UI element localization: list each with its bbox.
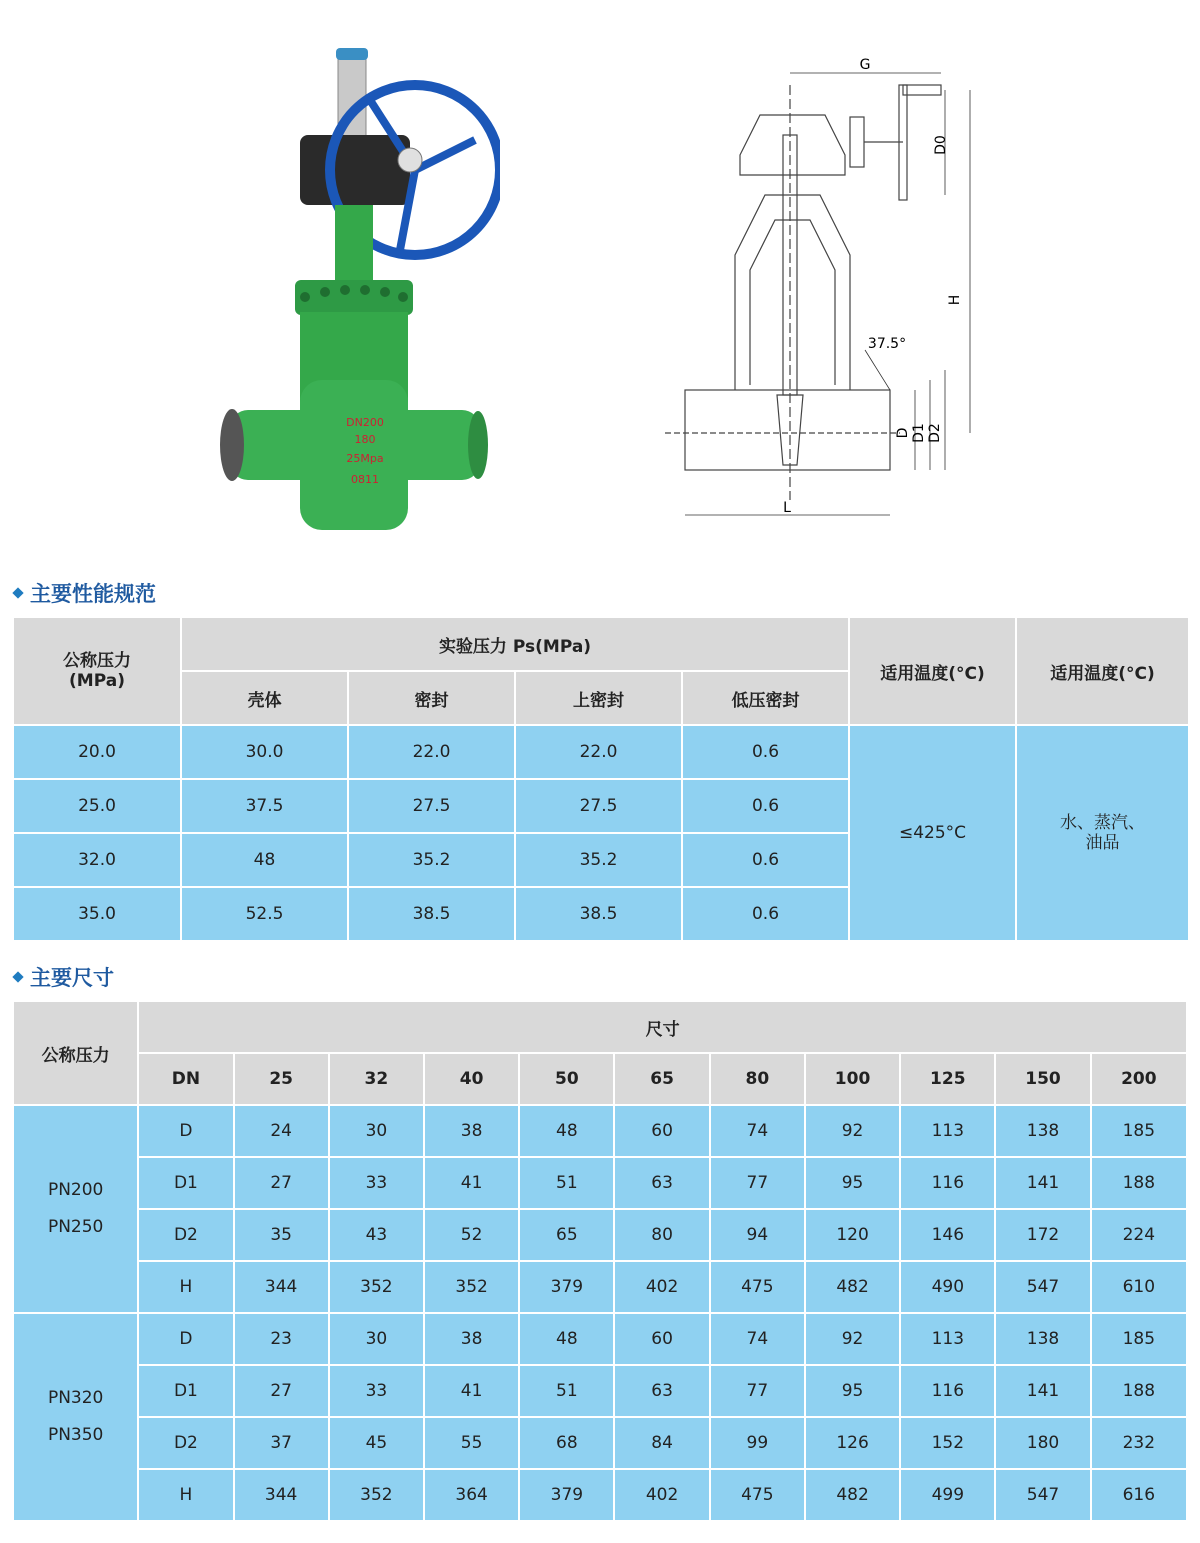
cell-dimension-value: 185 — [1091, 1105, 1187, 1157]
cell-dimension-value: 172 — [995, 1209, 1090, 1261]
dim-label-angle: 37.5° — [867, 336, 907, 352]
cell-upper-seal: 38.5 — [515, 887, 682, 941]
cell-dimension-value: 30 — [329, 1313, 424, 1365]
cell-low-pressure-seal: 0.6 — [682, 725, 849, 779]
cell-dimension-value: 547 — [995, 1261, 1090, 1313]
cell-dimension-value: 364 — [424, 1469, 519, 1521]
cell-dimension-value: 77 — [710, 1157, 805, 1209]
cell-dimension-value: 344 — [234, 1261, 329, 1313]
header-dn-value: 40 — [424, 1053, 519, 1105]
table-row — [13, 1313, 1187, 1365]
cell-dimension-value: 352 — [329, 1261, 424, 1313]
cell-dimension-value: 24 — [234, 1105, 329, 1157]
cell-dimension-value: 38 — [424, 1105, 519, 1157]
cell-pressure: 32.0 — [13, 833, 181, 887]
cell-dimension-value: 68 — [519, 1417, 614, 1469]
cell-dimension-name: D2 — [138, 1417, 233, 1469]
cell-dimension-value: 547 — [995, 1469, 1090, 1521]
cell-dimension-value: 185 — [1091, 1313, 1187, 1365]
cell-dimension-value: 352 — [329, 1469, 424, 1521]
table-row — [13, 1261, 1187, 1313]
cell-dimension-value: 379 — [519, 1469, 614, 1521]
cell-dimension-value: 99 — [710, 1417, 805, 1469]
cell-dimension-value: 51 — [519, 1365, 614, 1417]
cell-dimension-value: 95 — [805, 1157, 900, 1209]
cell-dimension-value: 48 — [519, 1105, 614, 1157]
header-nominal-pressure: 公称压力 (MPa) — [13, 617, 181, 725]
table-row — [13, 1209, 1187, 1261]
cell-dimension-value: 51 — [519, 1157, 614, 1209]
cell-dimension-value: 65 — [519, 1209, 614, 1261]
cell-dimension-value: 37 — [234, 1417, 329, 1469]
cell-dimension-name: D2 — [138, 1209, 233, 1261]
cell-upper-seal: 35.2 — [515, 833, 682, 887]
body-marking-4: 0811 — [351, 473, 379, 486]
cell-dimension-name: D1 — [138, 1365, 233, 1417]
cell-dimension-value: 74 — [710, 1105, 805, 1157]
cell-dimension-value: 48 — [519, 1313, 614, 1365]
header-temp: 适用温度(°C) — [849, 617, 1016, 725]
table-row — [13, 1417, 1187, 1469]
header-test-pressure: 实验压力 Ps(MPa) — [181, 617, 849, 671]
cell-pressure-group: PN200 PN250 — [13, 1105, 138, 1313]
cell-dimension-value: 84 — [614, 1417, 709, 1469]
cell-dimension-value: 116 — [900, 1365, 995, 1417]
dim-label-d0: D0 — [933, 135, 949, 155]
header-dn-value: 25 — [234, 1053, 329, 1105]
header-dn-value: 32 — [329, 1053, 424, 1105]
cell-dimension-value: 43 — [329, 1209, 424, 1261]
performance-title-text: 主要性能规范 — [30, 582, 156, 606]
header-upper-seal: 上密封 — [515, 671, 682, 725]
cell-dimension-value: 344 — [234, 1469, 329, 1521]
cell-low-pressure-seal: 0.6 — [682, 833, 849, 887]
header-dn-value: 150 — [995, 1053, 1090, 1105]
cell-dimension-value: 77 — [710, 1365, 805, 1417]
cell-dimension-value: 141 — [995, 1157, 1090, 1209]
dim-label-h: H — [947, 294, 963, 306]
cell-dimension-value: 33 — [329, 1157, 424, 1209]
cell-dimension-value: 27 — [234, 1365, 329, 1417]
dim-label-d: D — [895, 427, 911, 439]
valve-drawing — [655, 45, 985, 525]
cell-dimension-value: 33 — [329, 1365, 424, 1417]
cell-dimension-value: 52 — [424, 1209, 519, 1261]
cell-dimension-value: 35 — [234, 1209, 329, 1261]
performance-table — [12, 616, 1190, 942]
cell-dimension-value: 92 — [805, 1313, 900, 1365]
cell-dimension-value: 141 — [995, 1365, 1090, 1417]
diamond-bullet-icon — [12, 971, 23, 982]
cell-dimension-value: 41 — [424, 1157, 519, 1209]
cell-dimension-value: 224 — [1091, 1209, 1187, 1261]
cell-pressure: 25.0 — [13, 779, 181, 833]
cell-dimension-value: 116 — [900, 1157, 995, 1209]
header-dn-value: 200 — [1091, 1053, 1187, 1105]
cell-dimension-value: 113 — [900, 1105, 995, 1157]
header-nominal-pressure: 公称压力 — [13, 1001, 138, 1105]
dim-label-g: G — [859, 57, 871, 73]
header-shell: 壳体 — [181, 671, 348, 725]
cell-dimension-name: H — [138, 1261, 233, 1313]
header-dn-value: 100 — [805, 1053, 900, 1105]
cell-dimension-value: 41 — [424, 1365, 519, 1417]
header-dn-value: 80 — [710, 1053, 805, 1105]
cell-dimension-value: 499 — [900, 1469, 995, 1521]
dim-label-l: L — [783, 500, 791, 516]
header-dn: DN — [138, 1053, 233, 1105]
cell-dimension-value: 126 — [805, 1417, 900, 1469]
cell-dimension-value: 30 — [329, 1105, 424, 1157]
cell-dimension-value: 482 — [805, 1469, 900, 1521]
cell-dimension-value: 490 — [900, 1261, 995, 1313]
cell-dimension-name: D — [138, 1313, 233, 1365]
table-row — [13, 725, 1189, 779]
cell-dimension-value: 45 — [329, 1417, 424, 1469]
cell-dimension-value: 23 — [234, 1313, 329, 1365]
cell-dimension-value: 138 — [995, 1105, 1090, 1157]
cell-shell: 52.5 — [181, 887, 348, 941]
header-dn-value: 50 — [519, 1053, 614, 1105]
cell-dimension-value: 55 — [424, 1417, 519, 1469]
diamond-bullet-icon — [12, 587, 23, 598]
dimensions-title-text: 主要尺寸 — [30, 966, 114, 990]
cell-pressure: 20.0 — [13, 725, 181, 779]
cell-dimension-name: H — [138, 1469, 233, 1521]
dim-label-d2: D2 — [927, 423, 943, 443]
cell-low-pressure-seal: 0.6 — [682, 779, 849, 833]
dim-label-d1: D1 — [911, 423, 927, 443]
cell-dimension-value: 94 — [710, 1209, 805, 1261]
cell-dimension-value: 95 — [805, 1365, 900, 1417]
cell-dimension-value: 475 — [710, 1261, 805, 1313]
cell-shell: 30.0 — [181, 725, 348, 779]
valve-photo — [200, 40, 500, 540]
body-marking-1: DN200 — [346, 416, 384, 429]
table-row — [13, 1157, 1187, 1209]
header-seal: 密封 — [348, 671, 515, 725]
cell-dimension-value: 38 — [424, 1313, 519, 1365]
cell-dimension-value: 63 — [614, 1365, 709, 1417]
cell-dimension-value: 402 — [614, 1261, 709, 1313]
cell-dimension-value: 188 — [1091, 1157, 1187, 1209]
cell-dimension-value: 352 — [424, 1261, 519, 1313]
header-medium: 适用温度(°C) — [1016, 617, 1189, 725]
cell-dimension-value: 152 — [900, 1417, 995, 1469]
cell-dimension-value: 482 — [805, 1261, 900, 1313]
body-marking-3: 25Mpa — [346, 452, 384, 465]
cell-dimension-value: 113 — [900, 1313, 995, 1365]
cell-dimension-value: 80 — [614, 1209, 709, 1261]
cell-dimension-value: 475 — [710, 1469, 805, 1521]
cell-seal: 38.5 — [348, 887, 515, 941]
cell-shell: 37.5 — [181, 779, 348, 833]
cell-dimension-name: D1 — [138, 1157, 233, 1209]
cell-dimension-value: 27 — [234, 1157, 329, 1209]
table-row — [13, 1469, 1187, 1521]
cell-seal: 35.2 — [348, 833, 515, 887]
performance-section-title — [14, 578, 156, 608]
cell-dimension-value: 63 — [614, 1157, 709, 1209]
cell-dimension-value: 60 — [614, 1105, 709, 1157]
cell-temp-value: ≤425°C — [849, 725, 1016, 941]
cell-seal: 22.0 — [348, 725, 515, 779]
cell-upper-seal: 22.0 — [515, 725, 682, 779]
cell-dimension-value: 60 — [614, 1313, 709, 1365]
table-row — [13, 1105, 1187, 1157]
dimensions-section-title — [14, 962, 114, 992]
cell-dimension-value: 610 — [1091, 1261, 1187, 1313]
cell-dimension-value: 120 — [805, 1209, 900, 1261]
cell-pressure-group: PN320 PN350 — [13, 1313, 138, 1521]
cell-dimension-value: 188 — [1091, 1365, 1187, 1417]
body-marking-2: 180 — [354, 433, 376, 446]
cell-seal: 27.5 — [348, 779, 515, 833]
header-size: 尺寸 — [138, 1001, 1187, 1053]
cell-upper-seal: 27.5 — [515, 779, 682, 833]
cell-medium-value: 水、蒸汽、 油品 — [1016, 725, 1189, 941]
cell-dimension-value: 180 — [995, 1417, 1090, 1469]
cell-dimension-value: 74 — [710, 1313, 805, 1365]
cell-dimension-value: 138 — [995, 1313, 1090, 1365]
cell-dimension-value: 402 — [614, 1469, 709, 1521]
cell-pressure: 35.0 — [13, 887, 181, 941]
cell-dimension-name: D — [138, 1105, 233, 1157]
cell-dimension-value: 616 — [1091, 1469, 1187, 1521]
dimensions-table — [12, 1000, 1188, 1522]
cell-dimension-value: 92 — [805, 1105, 900, 1157]
cell-low-pressure-seal: 0.6 — [682, 887, 849, 941]
cell-dimension-value: 146 — [900, 1209, 995, 1261]
cell-dimension-value: 379 — [519, 1261, 614, 1313]
cell-shell: 48 — [181, 833, 348, 887]
table-row — [13, 1365, 1187, 1417]
cell-dimension-value: 232 — [1091, 1417, 1187, 1469]
header-dn-value: 65 — [614, 1053, 709, 1105]
header-dn-value: 125 — [900, 1053, 995, 1105]
header-low-pressure-seal: 低压密封 — [682, 671, 849, 725]
